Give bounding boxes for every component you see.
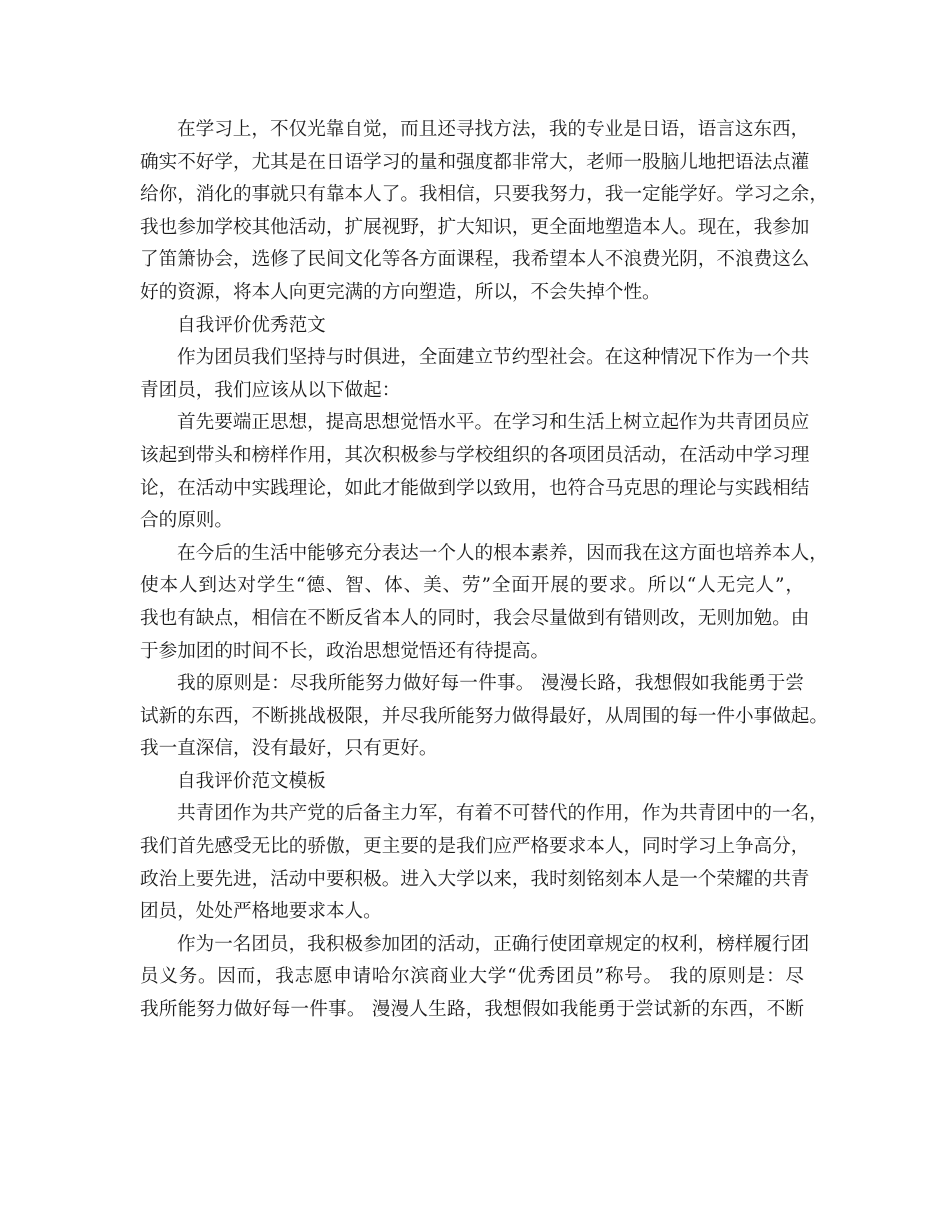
text-line: 合的原则。 bbox=[140, 510, 233, 532]
text-line: 我也参加学校其他活动，扩展视野，扩大知识，更全面地塑造本人。现在，我参加 bbox=[140, 216, 810, 238]
text-line: 确实不好学，尤其是在日语学习的量和强度都非常大，老师一股脑儿地把语法点灌 bbox=[140, 151, 810, 173]
text-line: 好的资源，将本人向更完满的方向塑造，所以，不会失掉个性。 bbox=[140, 281, 661, 303]
text-line: 在学习上，不仅光靠自觉，而且还寻找方法，我的专业是日语，语言这东西， bbox=[177, 119, 810, 140]
text-line: 在今后的生活中能够充分表达一个人的根本素养，因而我在这方面也培养本人， bbox=[177, 542, 828, 564]
text-line: 我们首先感受无比的骄傲，更主要的是我们应严格要求本人，同时学习上争高分， bbox=[140, 836, 810, 858]
text-line: 政治上要先进，活动中要积极。进入大学以来，我时刻铭刻本人是一个荣耀的共青 bbox=[140, 868, 810, 890]
text-line: 青团员，我们应该从以下做起： bbox=[140, 379, 401, 401]
text-line: 使本人到达对学生“德、智、体、美、劳”全面开展的要求。所以“人无完人”， bbox=[140, 575, 804, 597]
text-line: 该起到带头和榜样作用，其次积极参与学校组织的各项团员活动，在活动中学习理 bbox=[140, 444, 810, 466]
text-line: 我的原则是：尽我所能努力做好每一件事。 漫漫长路，我想假如我能勇于尝 bbox=[177, 673, 804, 695]
text-line: 于参加团的时间不长，政治思想觉悟还有待提高。 bbox=[140, 640, 550, 662]
text-line: 我一直深信，没有最好，只有更好。 bbox=[140, 738, 438, 760]
section-heading: 自我评价范文模板 bbox=[177, 770, 326, 792]
text-line: 我所能努力做好每一件事。 漫漫人生路，我想假如我能勇于尝试新的东西，不断 bbox=[140, 999, 804, 1021]
text-line: 试新的东西，不断挑战极限，并尽我所能努力做得最好，从周围的每一件小事做起。 bbox=[140, 705, 828, 727]
text-line: 作为团员我们坚持与时俱进，全面建立节约型社会。在这种情况下作为一个共 bbox=[177, 347, 810, 369]
text-line: 论，在活动中实践理论，如此才能做到学以致用，也符合马克思的理论与实践相结 bbox=[140, 477, 810, 499]
document-page bbox=[140, 114, 828, 1027]
text-line: 作为一名团员，我积极参加团的活动，正确行使团章规定的权利，榜样履行团 bbox=[177, 933, 810, 955]
section-heading: 自我评价优秀范文 bbox=[177, 314, 326, 336]
text-line: 给你，消化的事就只有靠本人了。我相信，只要我努力，我一定能学好。学习之余， bbox=[140, 184, 828, 206]
text-line: 了笛箫协会，选修了民间文化等各方面课程，我希望本人不浪费光阴，不浪费这么 bbox=[140, 249, 810, 271]
text-line: 首先要端正思想，提高思想觉悟水平。在学习和生活上树立起作为共青团员应 bbox=[177, 412, 810, 434]
text-line: 员义务。因而，我志愿申请哈尔滨商业大学“优秀团员”称号。 我的原则是：尽 bbox=[140, 966, 804, 988]
text-line: 共青团作为共产党的后备主力军，有着不可替代的作用，作为共青团中的一名， bbox=[177, 803, 828, 825]
text-line: 团员，处处严格地要求本人。 bbox=[140, 901, 382, 923]
text-line: 我也有缺点，相信在不断反省本人的同时，我会尽量做到有错则改，无则加勉。由 bbox=[140, 607, 810, 629]
